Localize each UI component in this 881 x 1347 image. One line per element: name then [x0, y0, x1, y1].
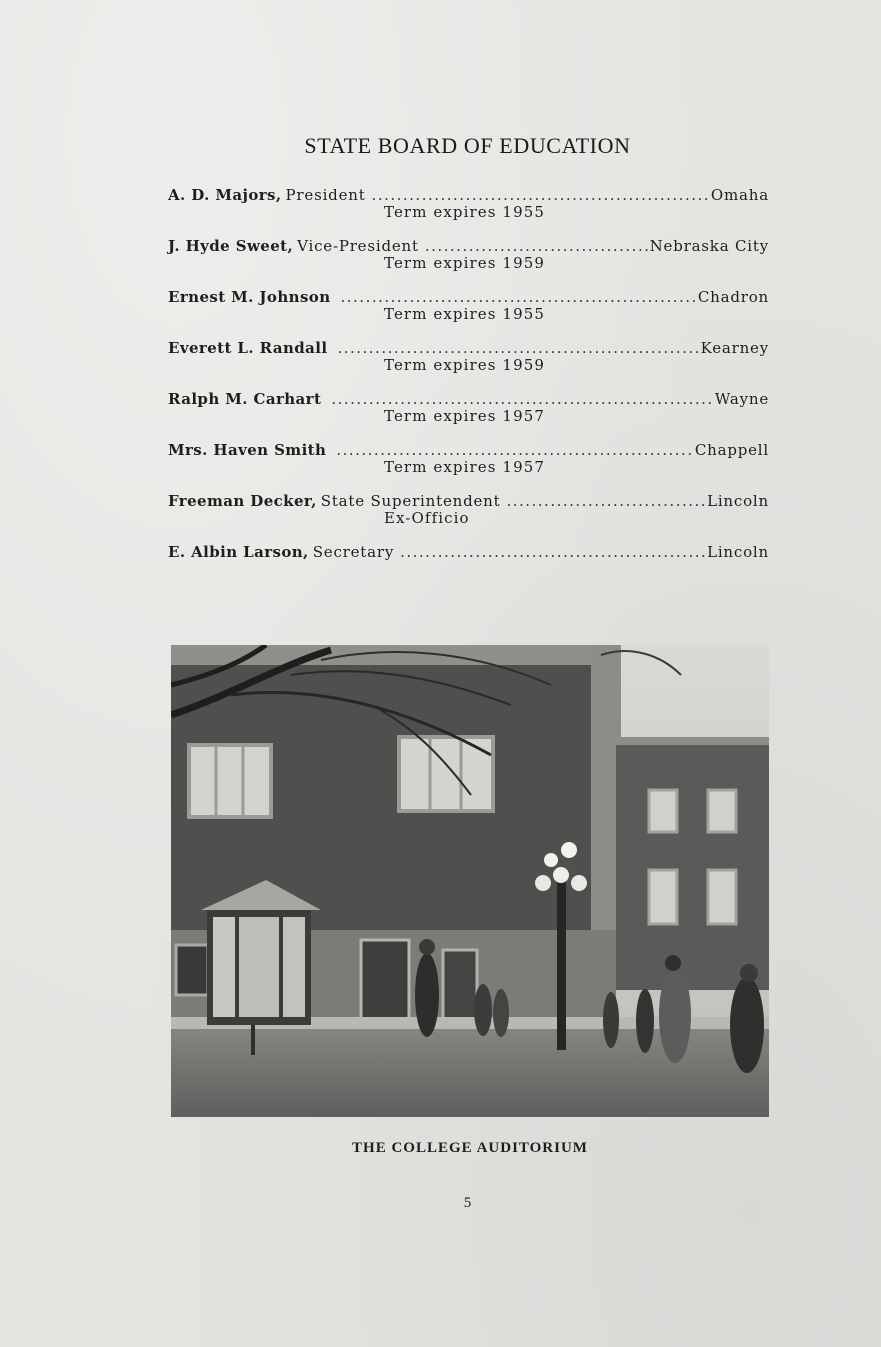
member-line: [168, 441, 769, 459]
dot-leader: [425, 237, 648, 255]
board-member-entry: [168, 543, 769, 594]
member-city: Kearney: [700, 339, 769, 357]
dot-leader: [337, 339, 698, 357]
page-title: STATE BOARD OF EDUCATION: [304, 133, 631, 158]
member-city: Wayne: [714, 390, 769, 408]
member-city: Lincoln: [707, 543, 769, 561]
board-member-entry: [168, 186, 769, 237]
board-member-entry: [168, 441, 769, 492]
member-name: E. Albin Larson,: [168, 543, 309, 561]
photo-caption: THE COLLEGE AUDITORIUM: [352, 1140, 588, 1156]
member-name: J. Hyde Sweet,: [168, 237, 294, 255]
member-role: Secretary: [312, 543, 395, 561]
dot-leader: [506, 492, 705, 510]
page-number: 5: [463, 1195, 472, 1211]
member-term: Term expires 1955: [384, 305, 546, 323]
board-member-entry: [168, 237, 769, 288]
member-term: Term expires 1955: [384, 203, 546, 221]
dot-leader: [372, 186, 709, 204]
member-line: [168, 339, 769, 357]
dot-leader: [400, 543, 705, 561]
member-term: Term expires 1959: [384, 254, 546, 272]
member-city: Nebraska City: [649, 237, 769, 255]
member-city: Chappell: [694, 441, 769, 459]
member-line: [168, 492, 769, 510]
board-member-entry: [168, 339, 769, 390]
member-term: Term expires 1959: [384, 356, 546, 374]
member-line: [168, 186, 769, 204]
member-term: Term expires 1957: [384, 407, 546, 425]
member-name: A. D. Majors,: [168, 186, 282, 204]
member-line: [168, 543, 769, 561]
member-role: State Superintendent: [320, 492, 501, 510]
member-role: Vice-President: [297, 237, 419, 255]
board-member-entry: [168, 288, 769, 339]
member-name: Mrs. Haven Smith: [168, 441, 327, 459]
member-name: Ralph M. Carhart: [168, 390, 322, 408]
board-member-entry: [168, 390, 769, 441]
member-term: Term expires 1957: [384, 458, 546, 476]
member-line: [168, 390, 769, 408]
member-term: Ex-Officio: [384, 509, 470, 527]
member-role: President: [285, 186, 366, 204]
member-line: [168, 288, 769, 306]
board-member-entry: [168, 492, 769, 543]
member-name: Everett L. Randall: [168, 339, 328, 357]
member-city: Omaha: [710, 186, 769, 204]
member-name: Freeman Decker,: [168, 492, 317, 510]
dot-leader: [336, 441, 693, 459]
dot-leader: [331, 390, 713, 408]
board-member-list: [168, 186, 769, 594]
member-city: Lincoln: [707, 492, 769, 510]
member-name: Ernest M. Johnson: [168, 288, 331, 306]
dot-leader: [341, 288, 696, 306]
auditorium-photo: [171, 645, 769, 1117]
member-line: [168, 237, 769, 255]
member-city: Chadron: [697, 288, 769, 306]
auditorium-photo-illustration: [171, 645, 769, 1117]
